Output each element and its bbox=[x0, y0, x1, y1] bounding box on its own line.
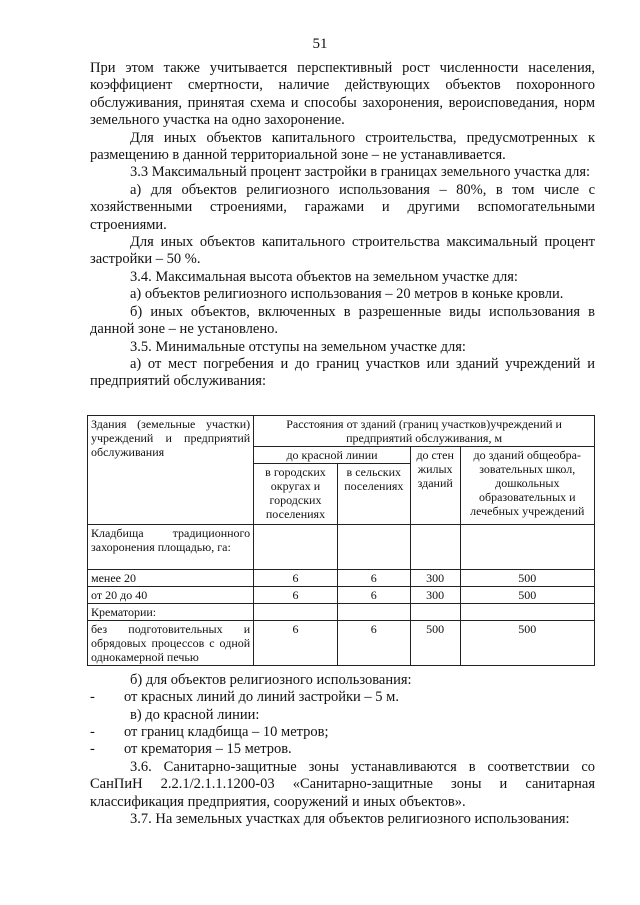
table-cell: 500 bbox=[410, 620, 460, 665]
list-item-text: от границ кладбища – 10 метров; bbox=[124, 723, 329, 740]
setback-table bbox=[87, 415, 595, 666]
table-cell: 300 bbox=[410, 586, 460, 603]
table-header-row bbox=[88, 415, 595, 446]
paragraph: Для иных объектов капитального строительства, предусмотренных к размещению в данной территориальной зоне – не устанавливается. bbox=[90, 129, 595, 164]
paragraph: Для иных объектов капитального строительства максимальный процент застройки – 50 %. bbox=[90, 234, 595, 268]
dash-marker: - bbox=[90, 741, 95, 758]
paragraph: б) для объектов религиозного использования: bbox=[130, 671, 412, 688]
paragraph: 3.5. Минимальные отступы на земельном участке для: bbox=[130, 338, 466, 355]
table-cell: 6 bbox=[337, 620, 410, 665]
table-cell: 6 bbox=[337, 586, 410, 603]
table-cell: 300 bbox=[410, 569, 460, 586]
document-body bbox=[90, 60, 595, 828]
table-cell: 6 bbox=[254, 620, 338, 665]
paragraph: в) до красной линии: bbox=[130, 706, 260, 723]
paragraph: а) от мест погребения и до границ участков или зданий учреждений и предприятий обслуживания: bbox=[90, 355, 595, 390]
table-cell: без подготовительных и обрядовых процессов с одной однокамерной печью bbox=[88, 620, 254, 665]
table-cell: 500 bbox=[460, 569, 594, 586]
table-cell: от 20 до 40 bbox=[88, 586, 254, 603]
paragraph: 3.6. Санитарно-защитные зоны устанавливаются в соответствии со СанПиН 2.2.1/2.1.1.1200-03 «Санитарно-защитные зоны и санитарная классификация предприятия, сооружений и иных объектов». bbox=[90, 758, 595, 810]
table-row bbox=[88, 586, 595, 603]
paragraph: а) объектов религиозного использования – 20 метров в коньке кровли. bbox=[130, 286, 564, 303]
table-cell: 6 bbox=[337, 569, 410, 586]
paragraph: б) иных объектов, включенных в разрешенные виды использования в данной зоне – не установлено. bbox=[90, 303, 595, 338]
list-item-text: от красных линий до линий застройки – 5 м. bbox=[124, 689, 399, 706]
table-cell: Кладбища традиционного захоронения площадью, га: bbox=[88, 524, 254, 569]
list-item bbox=[90, 741, 595, 758]
table-cell: 6 bbox=[254, 586, 338, 603]
table-header-cell: до стен жилых зданий bbox=[410, 446, 460, 524]
paragraph: 3.3 Максимальный процент застройки в границах земельного участка для: bbox=[130, 164, 591, 181]
paragraph: 3.4. Максимальная высота объектов на земельном участке для: bbox=[130, 268, 518, 285]
table-cell: 6 bbox=[254, 569, 338, 586]
table-row bbox=[88, 620, 595, 665]
table-header-cell: до красной линии bbox=[254, 446, 411, 463]
paragraph: 3.7. На земельных участках для объектов религиозного использования: bbox=[130, 810, 570, 827]
table-row bbox=[88, 524, 595, 569]
table-row bbox=[88, 569, 595, 586]
table-cell: менее 20 bbox=[88, 569, 254, 586]
paragraph: а) для объектов религиозного использования – 80%, в том числе с хозяйственными строениями, гаражами и другими вспомогательными строениями. bbox=[90, 181, 595, 233]
table-header-cell: Здания (земельные участки) учреждений и предприятий обслуживания bbox=[88, 415, 254, 524]
list-item bbox=[90, 689, 595, 706]
table-header-cell: в сельских поселениях bbox=[337, 463, 410, 524]
table-cell: Крематории: bbox=[88, 603, 254, 620]
list-item bbox=[90, 724, 595, 741]
dash-marker: - bbox=[90, 689, 95, 706]
table-row bbox=[88, 603, 595, 620]
table-header-cell: в городских округах и городских поселениях bbox=[254, 463, 338, 524]
table-header-cell: Расстояния от зданий (границ участков)учреждений и предприятий обслуживания, м bbox=[254, 415, 595, 446]
table-header-cell: до зданий общеобра-зовательных школ, дошкольных образовательных и лечебных учреждений bbox=[460, 446, 594, 524]
table-cell: 500 bbox=[460, 586, 594, 603]
page-number: 51 bbox=[312, 36, 328, 52]
table-cell: 500 bbox=[460, 620, 594, 665]
list-item-text: от крематория – 15 метров. bbox=[124, 741, 292, 758]
paragraph: При этом также учитывается перспективный рост численности населения, коэффициент смертности, наличие действующих объектов похоронного обслуживания, принятая схема и способы захоронения, вероисповедания, норм земельного участка на одно захоронение. bbox=[90, 60, 595, 129]
dash-marker: - bbox=[90, 723, 95, 740]
